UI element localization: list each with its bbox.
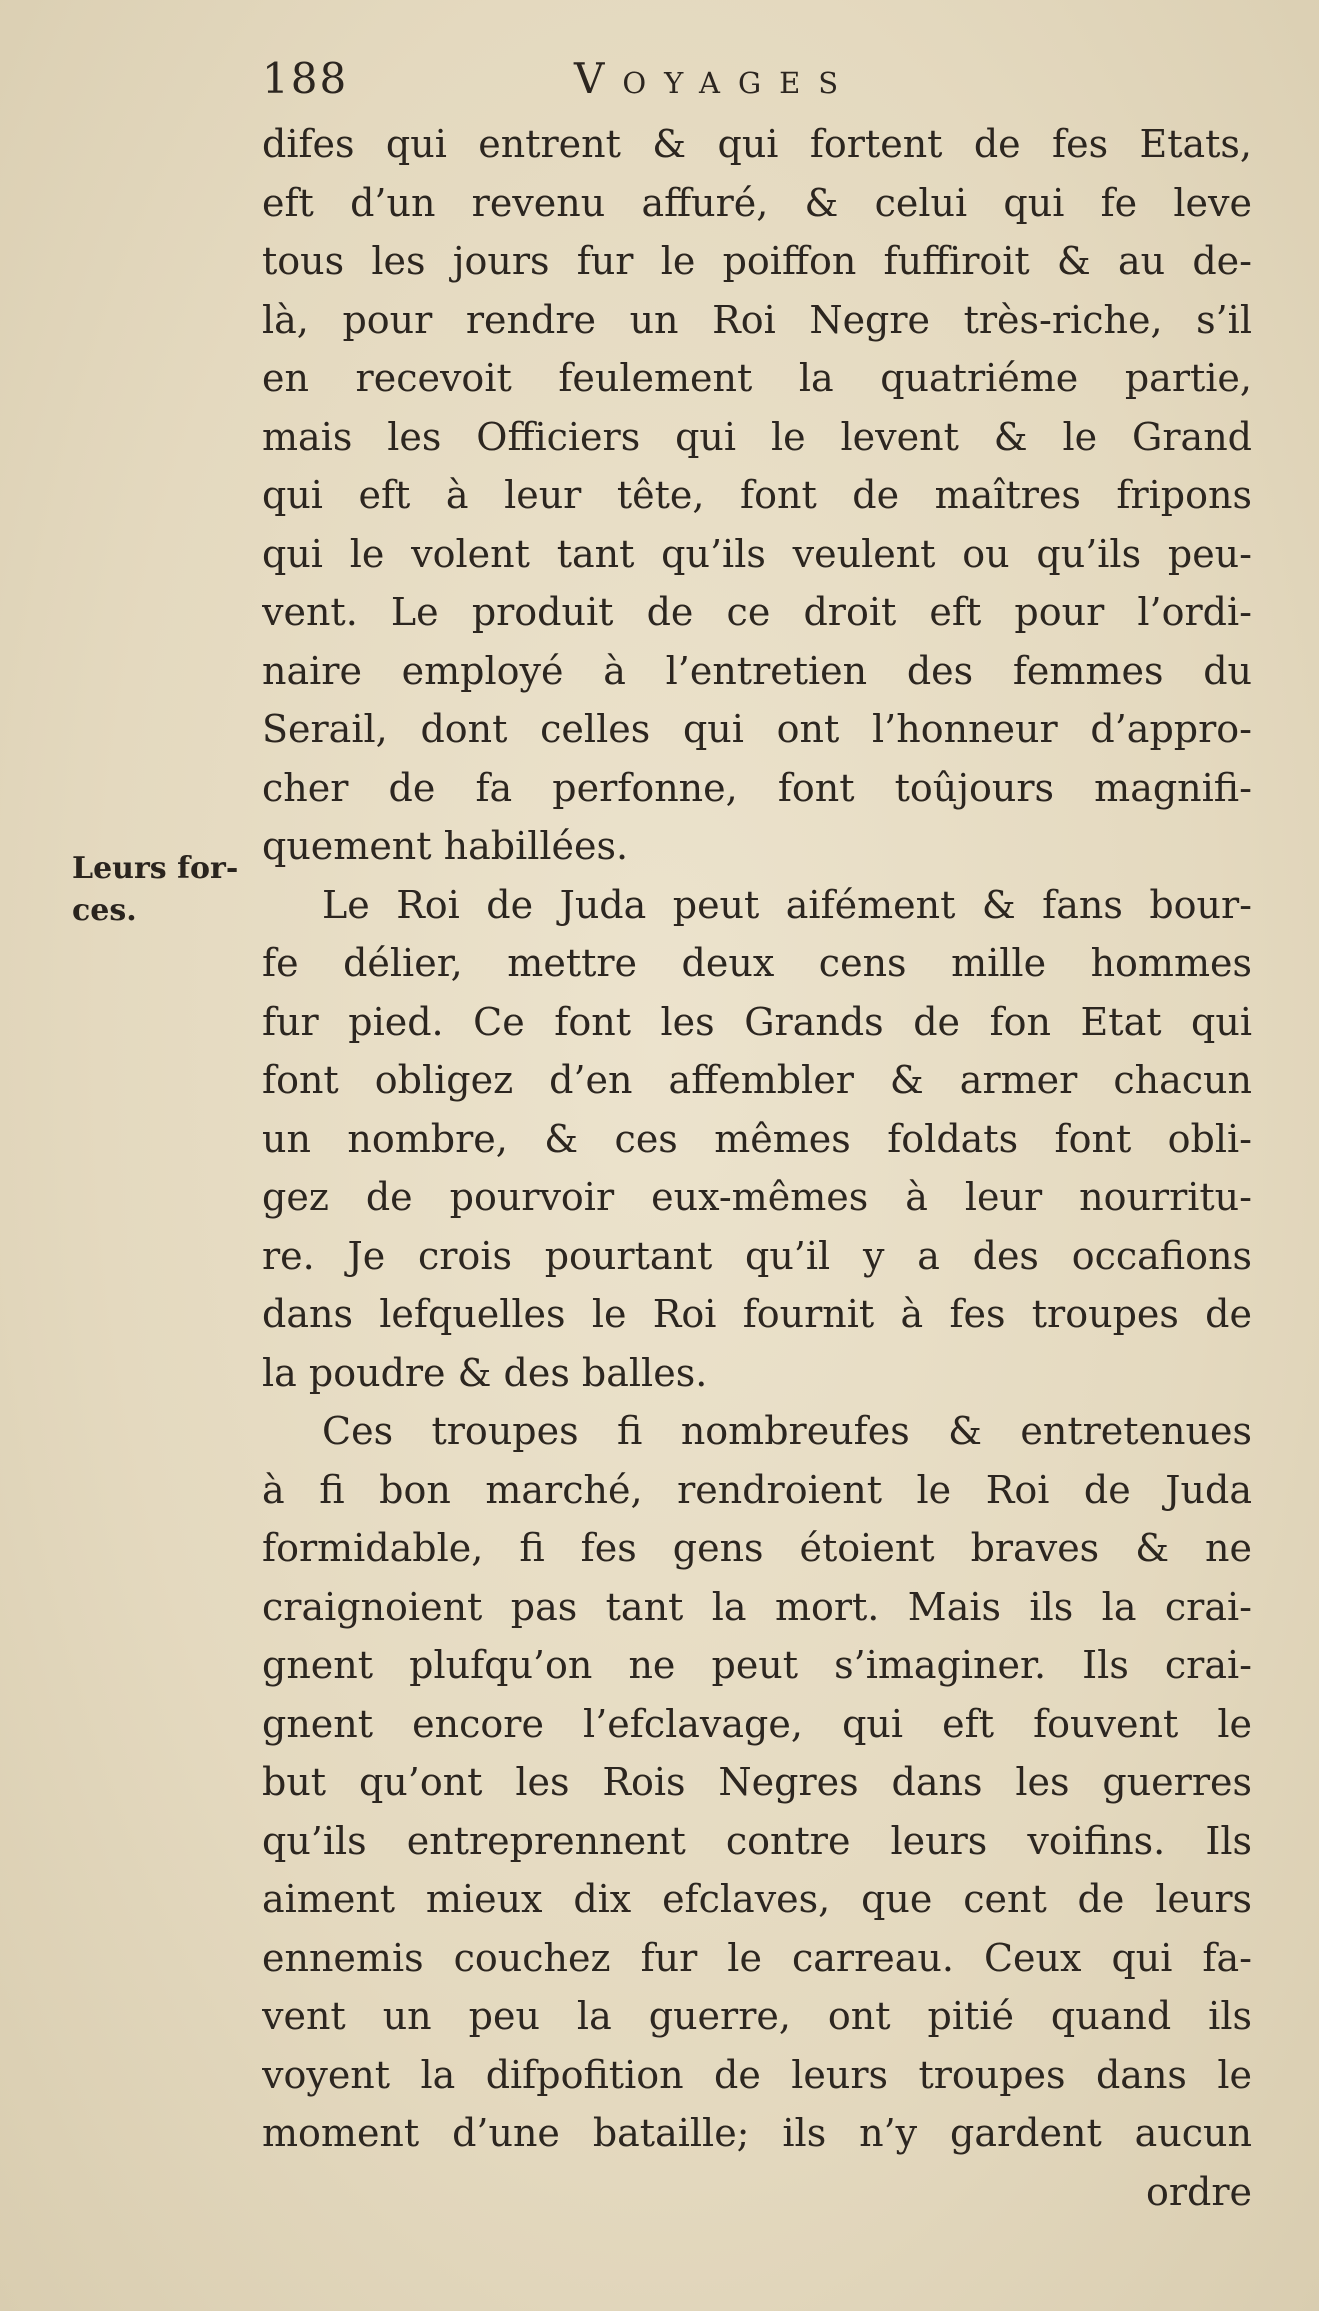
running-head: [262, 50, 1242, 110]
margin-note-line: Leurs for-: [72, 851, 239, 886]
text-line: gez de pourvoir eux-mêmes à leur nourritu-: [262, 1175, 1252, 1219]
text-line: quement habillées.: [262, 824, 629, 868]
text-line: aiment mieux dix efclaves, que cent de leurs: [262, 1877, 1252, 1921]
text-line: à fi bon marché, rendroient le Roi de Juda: [262, 1467, 1252, 1512]
text-line: Le Roi de Juda peut aifément & fans bour-: [322, 882, 1252, 927]
margin-note-line: ces.: [72, 893, 137, 928]
running-title: Voyages: [574, 54, 857, 103]
text-line: dans lefquelles le Roi fournit à fes troupes de: [262, 1292, 1252, 1336]
margin-note: [72, 848, 262, 932]
text-line: Serail, dont celles qui ont l’honneur d’appro-: [262, 707, 1252, 751]
text-line: font obligez d’en affembler & armer chacun: [262, 1058, 1252, 1102]
body-text: [262, 115, 1252, 2221]
text-line: en recevoit feulement la quatriéme partie,: [262, 356, 1252, 400]
text-line: qui eft à leur tête, font de maîtres fripons: [262, 473, 1252, 517]
text-line: re. Je crois pourtant qu’il y a des occafions: [262, 1233, 1252, 1278]
text-line: gnent plufqu’on ne peut s’imaginer. Ils crai-: [262, 1643, 1252, 1687]
text-line: gnent encore l’efclavage, qui eft fouvent le: [262, 1701, 1252, 1746]
text-line: Ces troupes fi nombreufes & entretenues: [322, 1409, 1252, 1453]
text-line: but qu’ont les Rois Negres dans les guerres: [262, 1760, 1252, 1804]
text-line: là, pour rendre un Roi Negre très-riche, s’il: [262, 297, 1252, 342]
text-line: tous les jours fur le poiffon fuffiroit & au de-: [262, 239, 1252, 283]
text-line: la poudre & des balles.: [262, 1350, 708, 1395]
text-line: fur pied. Ce font les Grands de fon Etat qui: [262, 999, 1252, 1044]
text-line: qui le volent tant qu’ils veulent ou qu’ils peu-: [262, 531, 1252, 576]
text-line: difes qui entrent & qui fortent de fes Etats,: [262, 122, 1252, 166]
text-line: moment d’une bataille; ils n’y gardent aucun: [262, 2111, 1252, 2155]
text-line: eft d’un revenu affuré, & celui qui fe leve: [262, 180, 1252, 225]
text-line: qu’ils entreprennent contre leurs voifins. Ils: [262, 1818, 1252, 1863]
catchword: ordre: [1145, 2169, 1252, 2214]
text-line: voyent la difpofition de leurs troupes dans le: [262, 2052, 1252, 2097]
text-line: craignoient pas tant la mort. Mais ils la crai-: [262, 1584, 1252, 1629]
text-line: fe délier, mettre deux cens mille hommes: [262, 941, 1252, 985]
text-line: formidable, fi fes gens étoient braves & ne: [262, 1526, 1252, 1570]
text-line: vent. Le produit de ce droit eft pour l’ordi-: [262, 590, 1252, 634]
text-line: naire employé à l’entretien des femmes du: [262, 648, 1252, 693]
text-line: vent un peu la guerre, ont pitié quand ils: [262, 1994, 1252, 2038]
text-line: mais les Officiers qui le levent & le Grand: [262, 414, 1252, 459]
text-line: ennemis couchez fur le carreau. Ceux qui fa-: [262, 1935, 1252, 1980]
text-line: cher de fa perfonne, font toûjours magnifi-: [262, 765, 1252, 810]
page-number: 188: [262, 54, 349, 103]
text-line: un nombre, & ces mêmes foldats font obli-: [262, 1116, 1252, 1161]
